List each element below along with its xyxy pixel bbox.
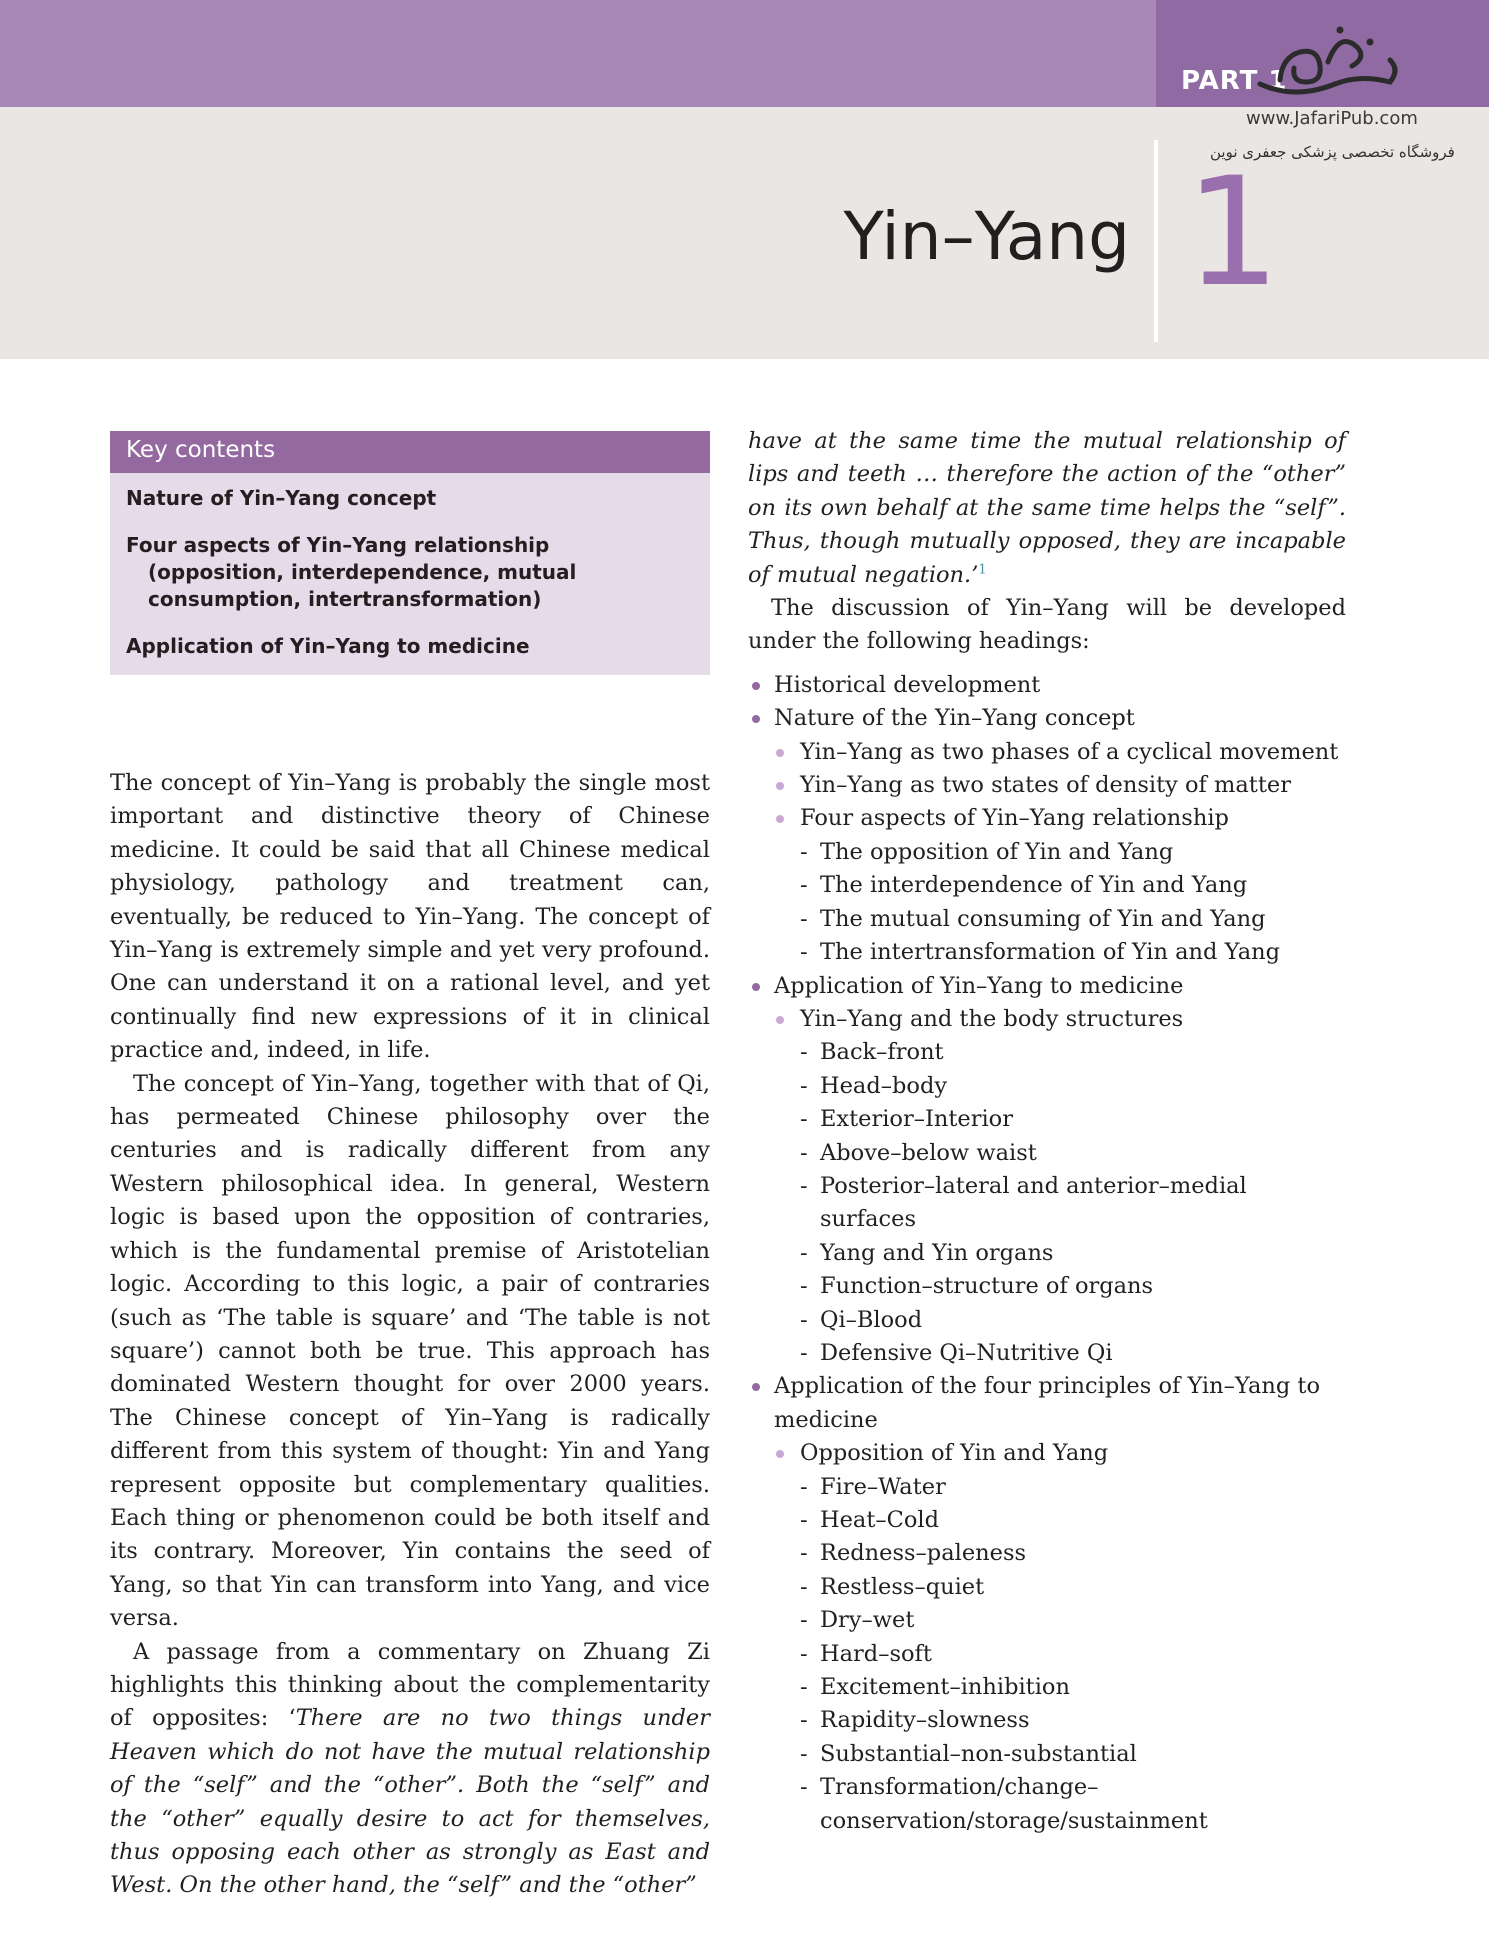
key-contents-box [110, 431, 710, 675]
outline-item-level-3: - Defensive Qi–Nutritive Qi [748, 1337, 1346, 1370]
chapter-number: 1 [1185, 146, 1281, 320]
outline-item-level-3: - Excitement–inhibition [748, 1671, 1346, 1704]
body-column-right [748, 425, 1346, 1838]
body-text: A passage from a commentary on Zhuang Zi highlights this thinking about the complementarity of opposites: ‘ [110, 1638, 710, 1732]
outline-item-level-3: - Head–body [748, 1070, 1346, 1103]
publisher-url: www.JafariPub.com [1246, 108, 1418, 129]
headings-outline [748, 669, 1346, 1838]
outline-item-level-3: - Fire–Water [748, 1471, 1346, 1504]
key-contents-item: Four aspects of Yin–Yang relationship (opposition, interdependence, mutual consumption, intertransformation) [126, 533, 577, 611]
outline-item-level-3: - Transformation/change–conservation/storage/sustainment [748, 1771, 1346, 1838]
outline-item-level-3: - Dry–wet [748, 1604, 1346, 1637]
outline-item-level-3: - Above–below waist [748, 1137, 1346, 1170]
outline-item-level-3: - Hard–soft [748, 1638, 1346, 1671]
outline-item-level-2: Four aspects of Yin–Yang relationship [748, 802, 1346, 835]
outline-item-level-3: - Heat–Cold [748, 1504, 1346, 1537]
outline-item-level-3: - Redness–paleness [748, 1537, 1346, 1570]
body-paragraph: The concept of Yin–Yang, together with that of Qi, has permeated Chinese philosophy over the centuries and is radically different from any Western philosophical idea. In general, Western logic is based upon the opposition of contraries, which is the fundamental premise of Aristotelian logic. According to this logic, a pair of contraries (such as ‘The table is square’ and ‘The table is not square’) cannot both be true. This approach has dominated Western thought for over 2000 years. The Chinese concept of Yin–Yang is radically different from this system of thought: Yin and Yang represent opposite but complementary qualities. Each thing or phenomenon could be both itself and its contrary. Moreover, Yin contains the seed of Yang, so that Yin can transform into Yang, and vice versa. [110, 1070, 710, 1632]
quotation-paragraph [748, 425, 1346, 592]
outline-item-level-3: - Substantial–non-substantial [748, 1738, 1346, 1771]
publisher-logo-icon [1240, 22, 1412, 106]
part-label: PART 1 [1181, 66, 1288, 96]
outline-item-level-3: - Posterior–lateral and anterior–medial surfaces [748, 1170, 1346, 1237]
outline-item-level-2: Yin–Yang as two states of density of matter [748, 769, 1346, 802]
outline-item-level-3: - The mutual consuming of Yin and Yang [748, 903, 1346, 936]
outline-item-level-1: Historical development [748, 669, 1346, 702]
outline-item-level-2: Opposition of Yin and Yang [748, 1437, 1346, 1470]
quotation-text: have at the same time the mutual relationship of lips and teeth … therefore the action of the “other” on its own behalf at the same time helps the “self”. Thus, though mutually opposed, they are incapable of mutual negation.’ [748, 428, 1346, 588]
body-column-left [110, 767, 710, 1903]
outline-item-level-2: Yin–Yang and the body structures [748, 1003, 1346, 1036]
body-paragraph: The concept of Yin–Yang is probably the single most important and distinctive theory of Chinese medicine. It could be said that all Chinese medical physiology, pathology and treatment can, eventually, be reduced to Yin–Yang. The concept of Yin–Yang is extremely simple and yet very profound. One can understand it on a rational level, and yet continually find new expressions of it in clinical practice and, indeed, in life. [110, 770, 710, 1064]
outline-item-level-1: Nature of the Yin–Yang concept [748, 702, 1346, 735]
outline-item-level-3: - The opposition of Yin and Yang [748, 836, 1346, 869]
quotation-text: There are no two things under Heaven which do not have the mutual relationship of the “self” and the “other”. Both the “self” and the “other” equally desire to act for themselves, thus opposing each other as strongly as East and West. On the other hand, the “self” and the “other” [110, 1705, 710, 1899]
footnote-ref: 1 [978, 562, 987, 578]
outline-item-level-3: - The intertransformation of Yin and Yang [748, 936, 1346, 969]
key-contents-item: Nature of Yin–Yang concept [126, 486, 437, 510]
outline-item-level-3: - Back–front [748, 1036, 1346, 1069]
outline-item-level-2: Yin–Yang as two phases of a cyclical movement [748, 736, 1346, 769]
body-paragraph [110, 1636, 710, 1903]
chapter-title: Yin–Yang [843, 198, 1130, 275]
outline-item-level-3: - Qi–Blood [748, 1304, 1346, 1337]
outline-item-level-3: - Restless–quiet [748, 1571, 1346, 1604]
key-contents-heading: Key contents [110, 431, 710, 473]
outline-item-level-3: - Function–structure of organs [748, 1270, 1346, 1303]
outline-item-level-3: - Exterior–Interior [748, 1103, 1346, 1136]
outline-item-level-1: Application of Yin–Yang to medicine [748, 970, 1346, 1003]
outline-item-level-3: - Yang and Yin organs [748, 1237, 1346, 1270]
header-divider [1154, 140, 1158, 342]
publisher-name: فروشگاه تخصصی پزشکی جعفری نوین [1210, 143, 1455, 161]
body-paragraph: The discussion of Yin–Yang will be developed under the following headings: [748, 595, 1346, 655]
key-contents-item: Application of Yin–Yang to medicine [126, 634, 530, 658]
outline-item-level-3: - The interdependence of Yin and Yang [748, 869, 1346, 902]
outline-item-level-1: Application of the four principles of Yin–Yang to medicine [748, 1370, 1346, 1437]
outline-item-level-3: - Rapidity–slowness [748, 1704, 1346, 1737]
